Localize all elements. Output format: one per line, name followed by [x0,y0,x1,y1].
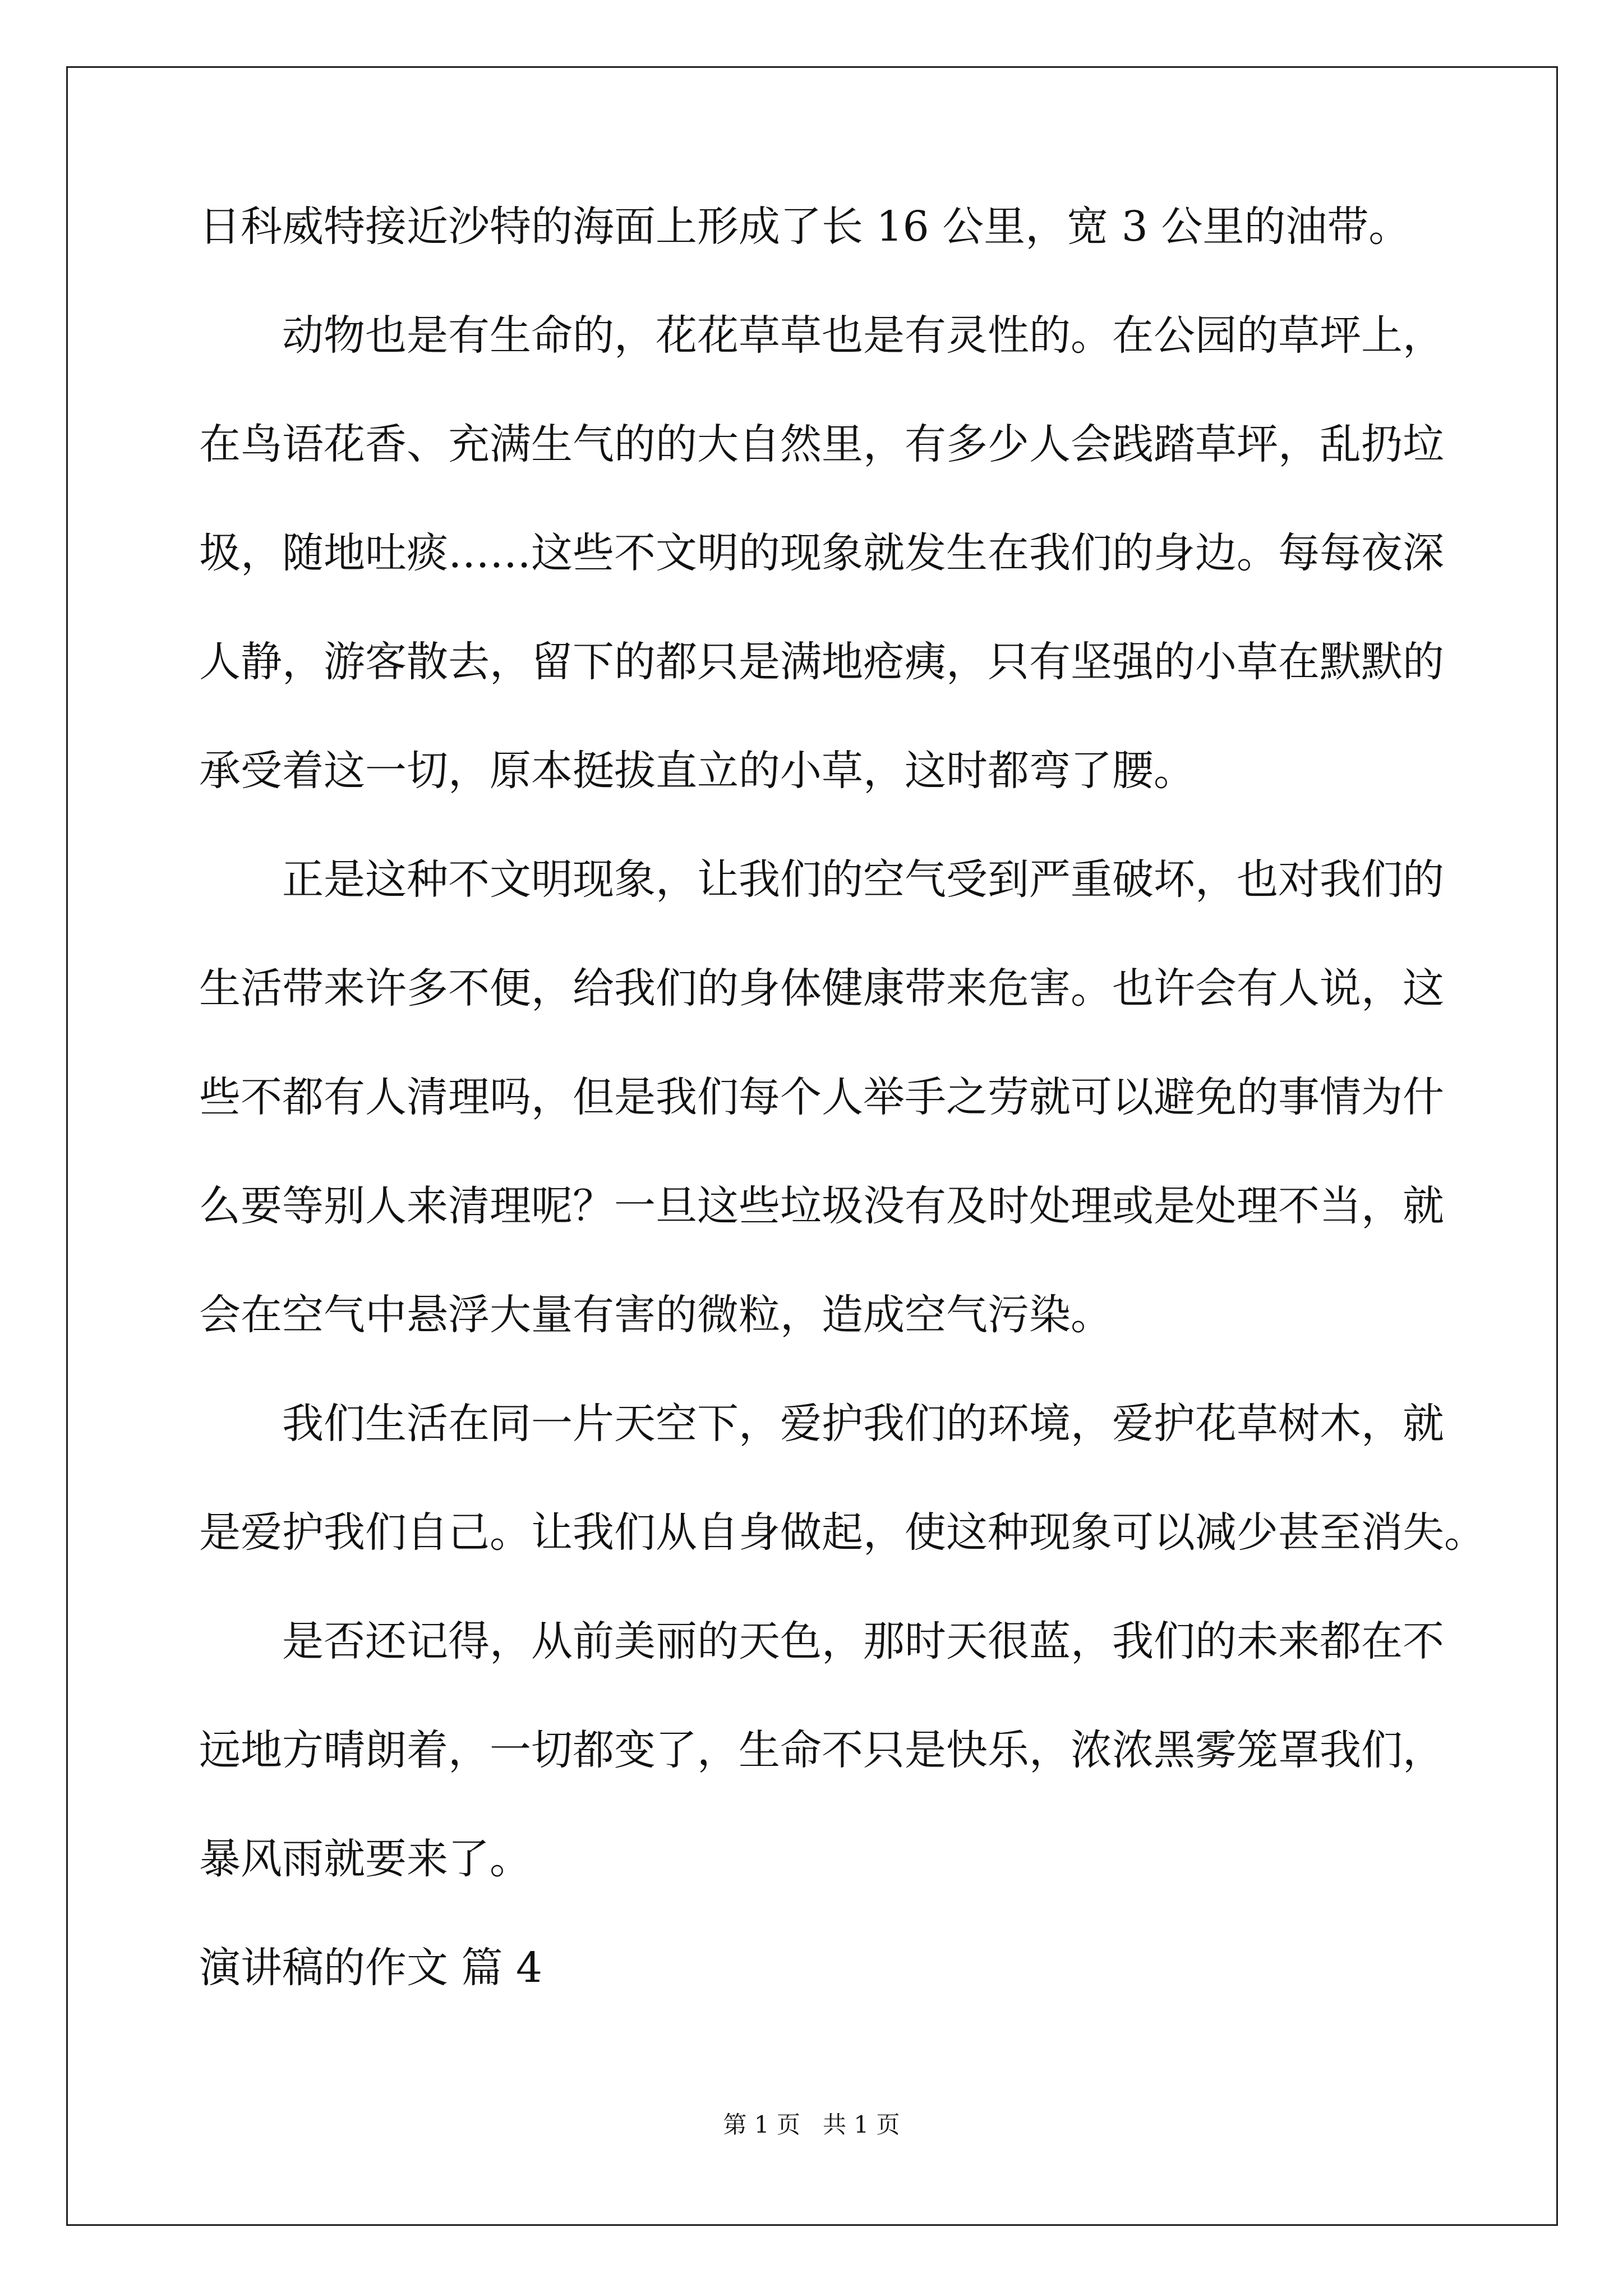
text-line: 在鸟语花香、充满生气的的大自然里，有多少人会践踏草坪，乱扔垃 [199,420,1444,468]
document-body [199,199,1486,1995]
text-line: 远地方晴朗着，一切都变了，生命不只是快乐，浓浓黑雾笼罩我们， [199,1726,1444,1774]
text-line: 圾，随地吐痰……这些不文明的现象就发生在我们的身边。每每夜深 [199,529,1444,577]
text-line: 动物也是有生命的，花花草草也是有灵性的。在公园的草坪上， [282,311,1444,360]
text-line: 是否还记得，从前美丽的天色，那时天很蓝，我们的未来都在不 [282,1617,1444,1665]
text-line: 承受着这一切，原本挺拔直立的小草，这时都弯了腰。 [199,747,1195,795]
text-line: 是爱护我们自己。让我们从自身做起，使这种现象可以减少甚至消失。 [199,1508,1486,1557]
text-line: 些不都有人清理吗，但是我们每个人举手之劳就可以避免的事情为什 [199,1073,1444,1121]
text-line: 正是这种不文明现象，让我们的空气受到严重破坏，也对我们的 [282,855,1444,904]
text-line: 日科威特接近沙特的海面上形成了长 16 公里，宽 3 公里的油带。 [199,203,1410,251]
page-footer: 第 1 页 共 1 页 [723,2111,900,2138]
paragraph-1 [199,199,1433,254]
paragraph-2 [199,308,1444,798]
text-line: 生活带来许多不便，给我们的身体健康带来危害。也许会有人说，这 [199,964,1444,1013]
text-line: 我们生活在同一片天空下，爱护我们的环境，爱护花草树木，就 [282,1400,1444,1448]
text-line: 会在空气中悬浮大量有害的微粒，造成空气污染。 [199,1291,1112,1339]
paragraph-4 [199,1396,1486,1560]
paragraph-5 [199,1614,1444,1887]
paragraph-3 [199,852,1444,1342]
section-heading: 演讲稿的作文 篇 4 [199,1944,543,1992]
text-line: 人静，游客散去，留下的都只是满地疮痍，只有坚强的小草在默默的 [199,638,1444,686]
text-line: 么要等别人来清理呢？一旦这些垃圾没有及时处理或是处理不当，就 [199,1182,1444,1230]
text-line: 暴风雨就要来了。 [199,1835,531,1883]
